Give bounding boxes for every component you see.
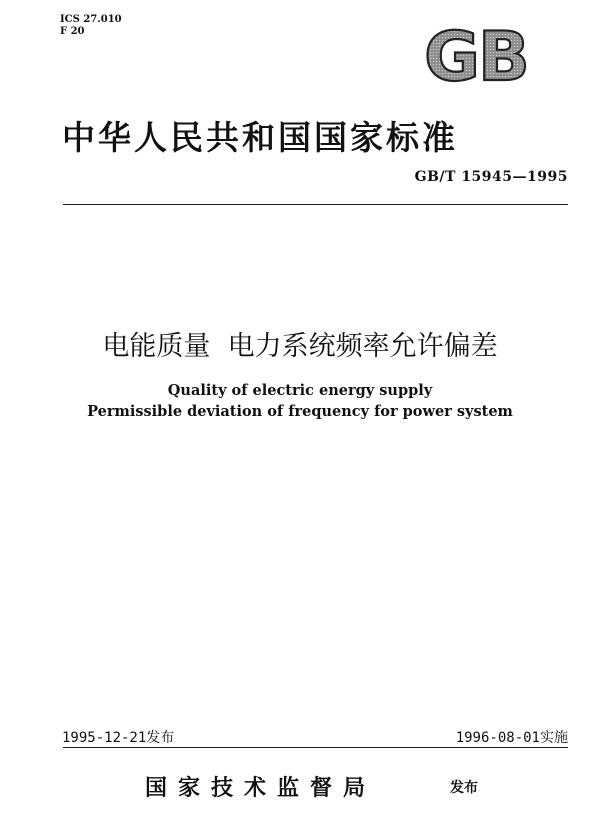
ics-code: ICS 27.010: [60, 14, 122, 25]
english-title-line-2: Permissible deviation of frequency for power system: [87, 403, 513, 420]
footer-divider: [63, 747, 568, 748]
standard-number: GB/T 15945—1995: [414, 169, 568, 185]
gb-logo: [420, 18, 532, 88]
implementation-date: 1996-08-01实施: [455, 730, 568, 746]
ccs-code: F 20: [60, 26, 85, 37]
publish-label: 发布: [450, 780, 478, 796]
issue-date: 1995-12-21发布: [62, 730, 175, 746]
standard-category-title: 中华人民共和国国家标准: [62, 118, 458, 157]
gb-logo-text: GB: [424, 18, 528, 88]
classification-codes: [60, 14, 122, 38]
issuing-authority: 国家技术监督局: [145, 775, 377, 801]
header-divider: [63, 204, 568, 205]
english-title-line-1: Quality of electric energy supply: [167, 382, 433, 399]
chinese-document-title: 电能质量 电力系统频率允许偏差: [102, 331, 498, 362]
